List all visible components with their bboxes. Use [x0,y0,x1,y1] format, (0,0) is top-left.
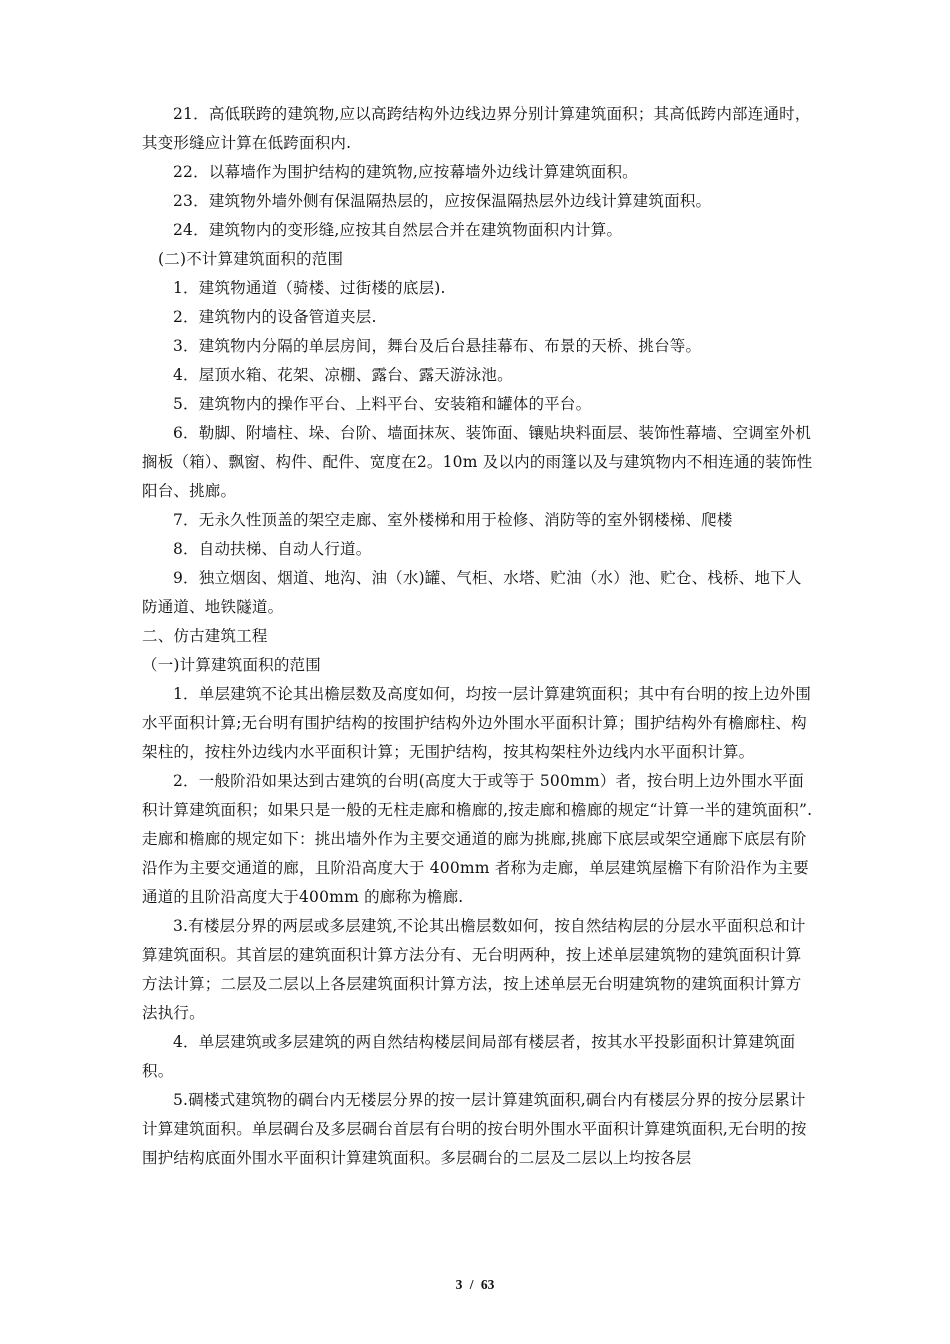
paragraph: 7．无永久性顶盖的架空走廊、室外楼梯和用于检修、消防等的室外钢楼梯、爬楼 [173,511,733,529]
paragraph: 8．自动扶梯、自动人行道。 [173,540,372,558]
paragraph: 4．屋顶水箱、花架、凉棚、露台、露天游泳池。 [173,366,513,384]
paragraph: 1．单层建筑不论其出檐层数及高度如何，均按一层计算建筑面积；其中有台明的按上边外围水平面积计算;无台明有围护结构的按围护结构外边外围水平面积计算；围护结构外有檐廊柱、构架柱的，按柱外边线内水平面积计算；无围护结构，按其构架柱外边线内水平面积计算。 [142,685,812,761]
paragraph: 1．建筑物通道（骑楼、过街楼的底层). [173,279,446,297]
paragraph: 4．单层建筑或多层建筑的两自然结构楼层间局部有楼层者，按其水平投影面积计算建筑面积。 [142,1033,796,1080]
paragraph: 2．建筑物内的设备管道夹层. [173,308,377,326]
paragraph: 二、仿古建筑工程 [142,627,268,645]
page-footer [0,1277,950,1293]
total-page-count: 63 [480,1277,495,1292]
paragraph: 2．一般阶沿如果达到古建筑的台明(高度大于或等于 500mm）者，按台明上边外围水平面积计算建筑面积；如果只是一般的无柱走廊和檐廊的,按走廊和檐廊的规定“计算一半的建筑面积”.走廊和檐廊的规定如下：挑出墙外作为主要交通道的廊为挑廊,挑廊下底层或架空通廊下底层有阶沿作为主要交通道的廊，且阶沿高度大于 400mm 者称为走廊，单层建筑屋檐下有阶沿作为主要通道的且阶沿高度大于400mm 的廊称为檐廊. [142,772,813,906]
paragraph: 6．勒脚、附墙柱、垛、台阶、墙面抹灰、装饰面、镶贴块料面层、装饰性幕墙、空调室外机搁板（箱）、飘窗、构件、配件、宽度在2。10m 及以内的雨篷以及与建筑物内不相连通的装饰性阳台、挑廊。 [142,424,813,500]
paragraph: 22．以幕墙作为围护结构的建筑物,应按幕墙外边线计算建筑面积。 [173,163,638,181]
document-body [142,100,814,1173]
paragraph: 5.碉楼式建筑物的碉台内无楼层分界的按一层计算建筑面积,碉台内有楼层分界的按分层累计计算建筑面积。单层碉台及多层碉台首层有台明的按台明外围水平面积计算建筑面积,无台明的按围护结构底面外围水平面积计算建筑面积。多层碉台的二层及二层以上均按各层 [142,1091,807,1167]
paragraph: 3.有楼层分界的两层或多层建筑,不论其出檐层数如何，按自然结构层的分层水平面积总和计算建筑面积。其首层的建筑面积计算方法分有、无台明两种，按上述单层建筑物的建筑面积计算方法计算；二层及二层以上各层建筑面积计算方法，按上述单层无台明建筑物的建筑面积计算方法执行。 [142,917,806,1022]
paragraph: 5．建筑物内的操作平台、上料平台、安装箱和罐体的平台。 [173,395,592,413]
paragraph: 3．建筑物内分隔的单层房间，舞台及后台悬挂幕布、布景的天桥、挑台等。 [173,337,702,355]
paragraph: 21．高低联跨的建筑物,应以高跨结构外边线边界分别计算建筑面积；其高低跨内部连通时，其变形缝应计算在低跨面积内. [142,105,811,152]
paragraph: 9．独立烟囱、烟道、地沟、油（水)罐、气柜、水塔、贮油（水）池、贮仓、栈桥、地下人防通道、地铁隧道。 [142,569,802,616]
current-page-number: 3 [455,1277,463,1292]
page-separator: / [469,1277,474,1292]
paragraph: (二)不计算建筑面积的范围 [158,250,344,268]
paragraph: 23．建筑物外墙外侧有保温隔热层的，应按保温隔热层外边线计算建筑面积。 [173,192,712,210]
paragraph: （一)计算建筑面积的范围 [142,656,321,674]
paragraph: 24．建筑物内的变形缝,应按其自然层合并在建筑物面积内计算。 [173,221,623,239]
